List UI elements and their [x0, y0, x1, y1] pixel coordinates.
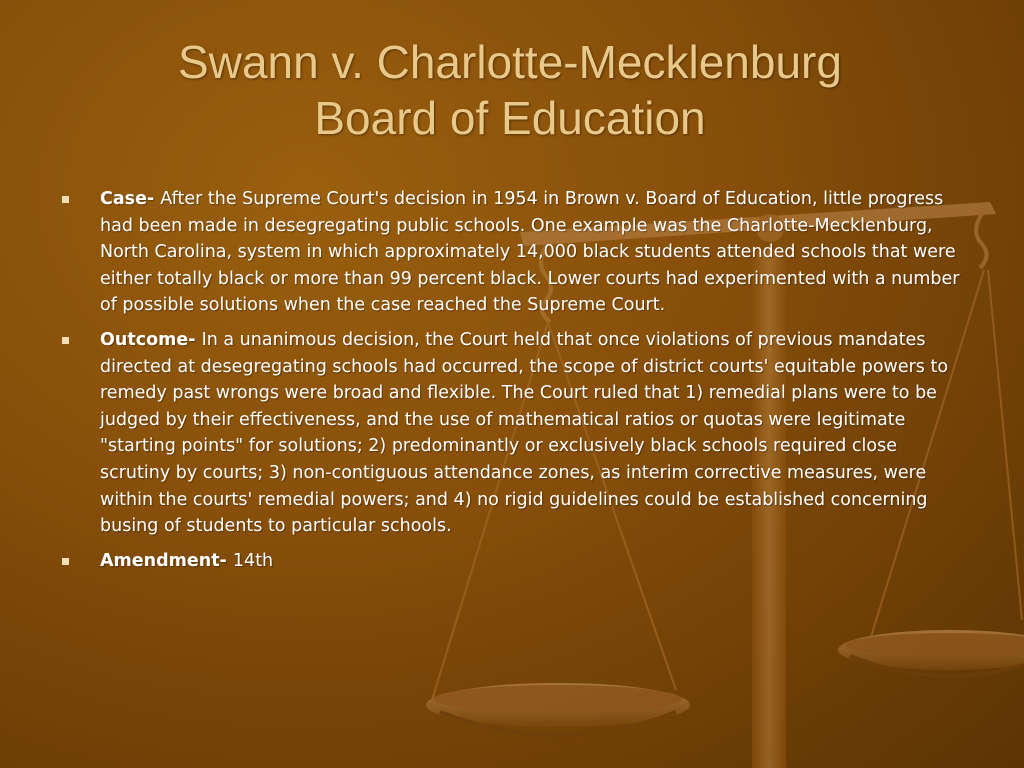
bullet-label: Amendment- — [100, 550, 233, 571]
title-line-2: Board of Education — [314, 92, 706, 144]
bullet-item-amendment — [62, 548, 962, 575]
square-bullet-icon — [62, 337, 69, 344]
bullet-item-case — [62, 186, 962, 319]
bullet-label: Case- — [100, 189, 161, 209]
title-line-1: Swann v. Charlotte-Mecklenburg — [178, 36, 842, 88]
bullet-label: Outcome- — [100, 329, 202, 350]
square-bullet-icon — [62, 196, 69, 203]
bullet-item-outcome — [62, 327, 962, 540]
slide-title — [60, 34, 960, 146]
bullet-text: 14th — [232, 550, 274, 571]
bullet-text: In a unanimous decision, the Court held that once violations of previous mandates directed at desegregating schools had occurred, the scope of district courts' equitable powers to remedy past wrongs were broad and flexible. The Court ruled that 1) remedial plans were to be judged by their effectiveness, and the use of mathematical ratios or quotas were legitimate "starting points" for solutions; 2) predominantly or exclusively black schools required close scrutiny by courts; 3) non-contiguous attendance zones, as interim corrective measures, were within the courts' remedial powers; and 4) no rigid guidelines could be established concerning busing of students to particular schools. — [100, 329, 949, 537]
square-bullet-icon — [62, 558, 69, 565]
bullet-text: After the Supreme Court's decision in 1954 in Brown v. Board of Education, little progress had been made in desegregating public schools. One example was the Charlotte-Mecklenburg, North Carolina, system in which approximately 14,000 black students attended schools that were either totally black or more than 99 percent black. Lower courts had experimented with a number of possible solutions when the case reached the Supreme Court. — [100, 189, 960, 316]
bullet-list — [62, 186, 962, 582]
